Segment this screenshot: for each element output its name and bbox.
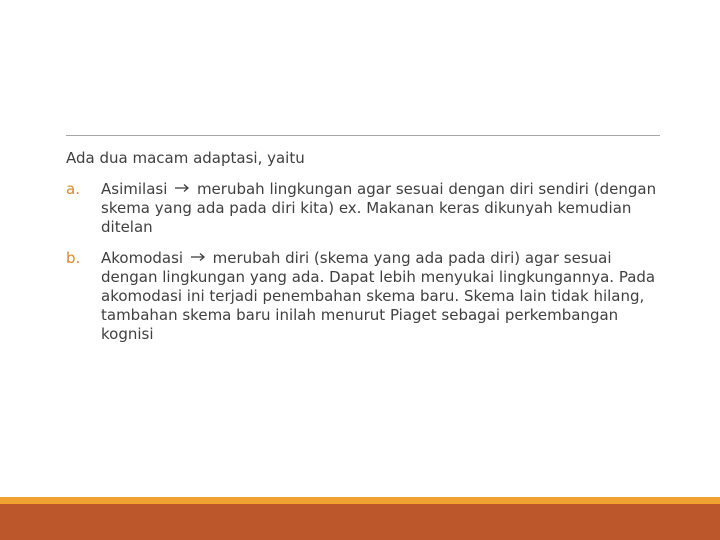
list-item-akomodasi [66,249,666,344]
list-marker: b. [66,249,81,267]
right-arrow-icon [190,252,206,262]
right-arrow-icon [174,183,190,193]
list-marker: a. [66,180,80,198]
term-label: Asimilasi [101,180,168,198]
list-item-asimilasi [66,180,666,237]
term-label: Akomodasi [101,249,184,267]
footer-accent-stripe [0,497,720,504]
intro-text: Ada dua macam adaptasi, yaitu [66,149,305,167]
header-divider [66,135,660,136]
term-description: merubah diri (skema yang ada pada diri) agar sesuai dengan lingkungan yang ada. Dapat lebih menyukai lingkungannya. Pada akomodasi ini terjadi penembahan skema baru. Skema lain tidak hilang, tambahan skema baru inilah menurut Piaget sebagai perkembangan kognisi [101,249,656,343]
term-description: merubah lingkungan agar sesuai dengan diri sendiri (dengan skema yang ada pada diri kita) ex. Makanan keras dikunyah kemudian ditelan [101,180,657,236]
slide-content [66,148,666,356]
